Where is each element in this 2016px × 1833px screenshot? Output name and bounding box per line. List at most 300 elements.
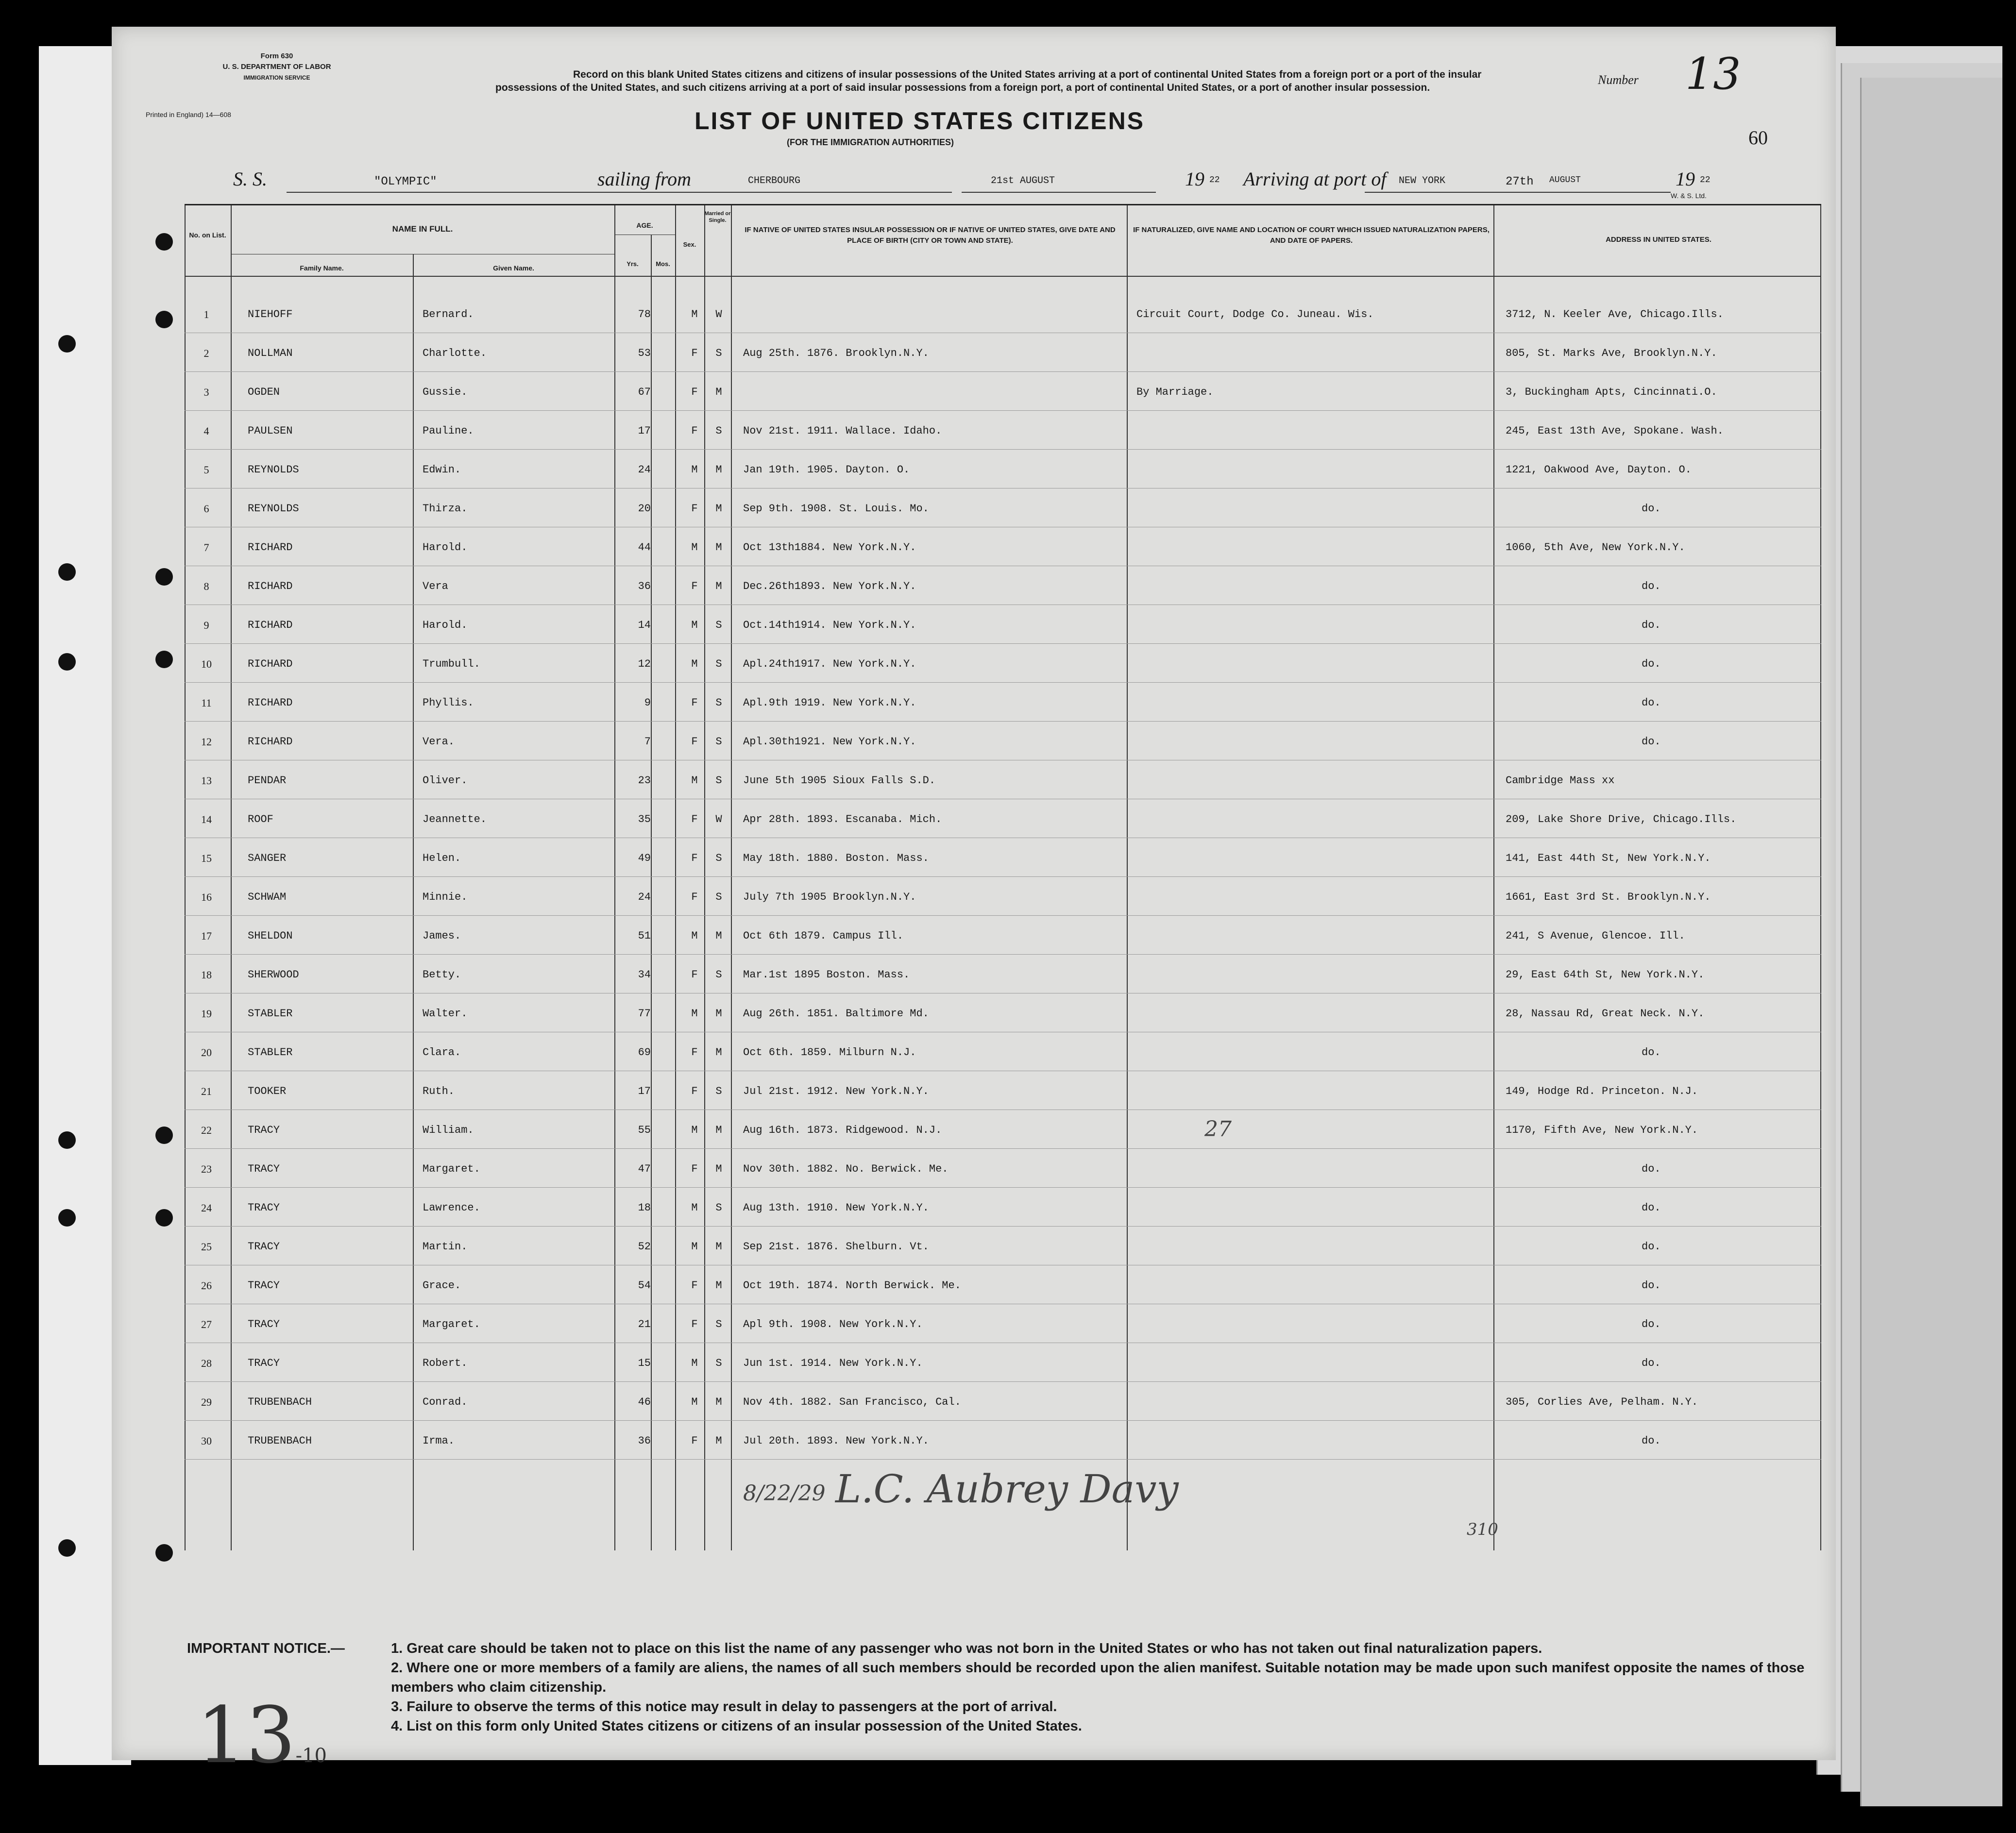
- marital-status: W: [715, 308, 722, 320]
- family-name: RICHARD: [248, 736, 293, 748]
- printed-note: Printed in England) 14—608: [146, 111, 231, 118]
- marital-status: S: [715, 347, 722, 359]
- family-name: STABLER: [248, 1046, 293, 1059]
- address: do.: [1642, 736, 1661, 748]
- marital-status: S: [715, 425, 722, 437]
- table-row: [185, 919, 1821, 958]
- birth-info: Aug 26th. 1851. Baltimore Md.: [743, 1008, 929, 1020]
- given-name: Conrad.: [423, 1396, 468, 1408]
- table-row: [185, 1152, 1821, 1191]
- table-row: [185, 958, 1821, 997]
- col-header-no: No. on List.: [189, 231, 226, 239]
- punch-hole: [58, 1209, 76, 1227]
- given-name: Lawrence.: [423, 1202, 480, 1214]
- col-header-given: Given Name.: [493, 264, 534, 272]
- birth-info: Sep 21st. 1876. Shelburn. Vt.: [743, 1241, 929, 1253]
- marital-status: M: [715, 1046, 722, 1059]
- age-years: 78: [638, 308, 651, 320]
- table-row: [185, 803, 1821, 841]
- punch-hole: [58, 1131, 76, 1149]
- punch-hole: [155, 311, 173, 328]
- family-name: PAULSEN: [248, 425, 293, 437]
- sex: F: [691, 1085, 698, 1097]
- row-number: 27: [201, 1318, 212, 1330]
- row-number: 25: [201, 1241, 212, 1253]
- address: 29, East 64th St, New York.N.Y.: [1506, 969, 1705, 981]
- age-years: 7: [644, 736, 651, 748]
- marital-status: M: [715, 1279, 722, 1292]
- corner-number: [197, 1690, 327, 1781]
- marital-status: M: [715, 580, 722, 592]
- age-years: 77: [638, 1008, 651, 1020]
- age-years: 67: [638, 386, 651, 398]
- row-number: 9: [203, 619, 209, 631]
- age-years: 55: [638, 1124, 651, 1136]
- col-header-sex: Sex.: [683, 241, 696, 248]
- marital-status: S: [715, 1085, 722, 1097]
- given-name: Robert.: [423, 1357, 468, 1369]
- family-name: ROOF: [248, 813, 273, 825]
- row-rule: [185, 954, 1821, 955]
- marital-status: M: [715, 1163, 722, 1175]
- sex: M: [691, 541, 698, 554]
- family-name: TRACY: [248, 1163, 280, 1175]
- notice-item: 3. Failure to observe the terms of this notice may result in delay to passengers at the port of arrival.: [391, 1699, 1057, 1715]
- given-name: Vera: [423, 580, 448, 592]
- birth-info: July 7th 1905 Brooklyn.N.Y.: [743, 891, 916, 903]
- family-name: REYNOLDS: [248, 503, 299, 515]
- row-number: 23: [201, 1163, 212, 1175]
- row-number: 10: [201, 658, 212, 670]
- punch-hole: [58, 335, 76, 353]
- birth-info: May 18th. 1880. Boston. Mass.: [743, 852, 929, 864]
- family-name: RICHARD: [248, 658, 293, 670]
- birth-info: Jul 20th. 1893. New York.N.Y.: [743, 1435, 929, 1447]
- sex: F: [691, 1279, 698, 1292]
- given-name: Harold.: [423, 619, 468, 631]
- arriving-label: Arriving at port of: [1243, 168, 1387, 190]
- family-name: RICHARD: [248, 619, 293, 631]
- address: do.: [1642, 1318, 1661, 1330]
- marital-status: S: [715, 891, 722, 903]
- sex: M: [691, 930, 698, 942]
- marital-status: M: [715, 1396, 722, 1408]
- birth-info: Apl 9th. 1908. New York.N.Y.: [743, 1318, 923, 1330]
- col-header-naturalized: IF NATURALIZED, GIVE NAME AND LOCATION OF COURT WHICH ISSUED NATURALIZATION PAPERS, AND DATE OF PAPERS.: [1133, 226, 1490, 245]
- marital-status: S: [715, 774, 722, 787]
- punch-hole: [155, 568, 173, 586]
- underline: [287, 192, 762, 193]
- address: 1060, 5th Ave, New York.N.Y.: [1506, 541, 1685, 554]
- punch-hole: [155, 651, 173, 668]
- marital-status: M: [715, 541, 722, 554]
- table-row: [185, 997, 1821, 1036]
- family-name: PENDAR: [248, 774, 287, 787]
- list-number: 13: [1685, 49, 1741, 100]
- birth-info: Aug 25th. 1876. Brooklyn.N.Y.: [743, 347, 929, 359]
- given-name: Clara.: [423, 1046, 461, 1059]
- family-name: SCHWAM: [248, 891, 287, 903]
- age-years: 15: [638, 1357, 651, 1369]
- departure-year: 22: [1209, 175, 1220, 185]
- address: 209, Lake Shore Drive, Chicago.Ills.: [1506, 813, 1737, 825]
- address: do.: [1642, 580, 1661, 592]
- sex: M: [691, 464, 698, 476]
- family-name: TRACY: [248, 1279, 280, 1292]
- family-name: TRACY: [248, 1241, 280, 1253]
- marital-status: M: [715, 1008, 722, 1020]
- family-name: REYNOLDS: [248, 464, 299, 476]
- birth-info: Oct 6th 1879. Campus Ill.: [743, 930, 904, 942]
- naturalization-info: Circuit Court, Dodge Co. Juneau. Wis.: [1136, 308, 1374, 320]
- row-rule: [185, 449, 1821, 450]
- row-rule: [185, 1459, 1821, 1460]
- address: 3712, N. Keeler Ave, Chicago.Ills.: [1506, 308, 1724, 320]
- row-number: 18: [201, 969, 212, 981]
- arrival-day: 27th: [1506, 175, 1534, 188]
- underline: [1365, 192, 1671, 193]
- sex: M: [691, 658, 698, 670]
- given-name: James.: [423, 930, 461, 942]
- arrival-year: 22: [1700, 175, 1711, 185]
- family-name: STABLER: [248, 1008, 293, 1020]
- year-label: 19: [1185, 168, 1204, 190]
- col-header-yrs: Yrs.: [627, 260, 639, 268]
- address: do.: [1642, 619, 1661, 631]
- row-rule: [185, 682, 1821, 683]
- row-number: 7: [203, 541, 209, 554]
- arrival-month: AUGUST: [1549, 175, 1581, 185]
- age-years: 35: [638, 813, 651, 825]
- birth-info: Jul 21st. 1912. New York.N.Y.: [743, 1085, 929, 1097]
- col-header-mos: Mos.: [656, 260, 670, 268]
- birth-info: June 5th 1905 Sioux Falls S.D.: [743, 774, 936, 787]
- page-count-note: 27: [1204, 1117, 1232, 1142]
- table-row: [185, 414, 1821, 453]
- given-name: Walter.: [423, 1008, 468, 1020]
- given-name: Edwin.: [423, 464, 461, 476]
- family-name: SANGER: [248, 852, 287, 864]
- family-name: RICHARD: [248, 580, 293, 592]
- given-name: Harold.: [423, 541, 468, 554]
- sex: M: [691, 1241, 698, 1253]
- printer-mark: W. & S. Ltd.: [1671, 192, 1707, 200]
- row-number: 12: [201, 736, 212, 748]
- marital-status: M: [715, 1435, 722, 1447]
- sex: F: [691, 813, 698, 825]
- marital-status: S: [715, 1318, 722, 1330]
- row-number: 24: [201, 1202, 212, 1214]
- sex: M: [691, 1357, 698, 1369]
- table-row: [185, 764, 1821, 803]
- marital-status: M: [715, 386, 722, 398]
- address: 1170, Fifth Ave, New York.N.Y.: [1506, 1124, 1698, 1136]
- sex: F: [691, 503, 698, 515]
- row-rule: [185, 1226, 1821, 1227]
- birth-info: Aug 13th. 1910. New York.N.Y.: [743, 1202, 929, 1214]
- family-name: TRUBENBACH: [248, 1396, 312, 1408]
- age-years: 44: [638, 541, 651, 554]
- marital-status: S: [715, 852, 722, 864]
- age-years: 47: [638, 1163, 651, 1175]
- underline: [962, 192, 1156, 193]
- address: 1661, East 3rd St. Brooklyn.N.Y.: [1506, 891, 1711, 903]
- age-years: 53: [638, 347, 651, 359]
- marital-status: S: [715, 1357, 722, 1369]
- col-header-name: NAME IN FULL.: [392, 224, 453, 234]
- row-number: 4: [203, 425, 209, 437]
- table-row: [185, 1230, 1821, 1269]
- given-name: Charlotte.: [423, 347, 487, 359]
- departure-port: CHERBOURG: [748, 175, 801, 186]
- birth-info: Nov 30th. 1882. No. Berwick. Me.: [743, 1163, 949, 1175]
- marital-status: M: [715, 1241, 722, 1253]
- age-years: 54: [638, 1279, 651, 1292]
- family-name: SHERWOOD: [248, 969, 299, 981]
- age-years: 17: [638, 1085, 651, 1097]
- department: U. S. DEPARTMENT OF LABOR: [222, 63, 331, 71]
- sex: F: [691, 347, 698, 359]
- sex: F: [691, 697, 698, 709]
- family-name: RICHARD: [248, 541, 293, 554]
- row-rule: [185, 721, 1821, 722]
- row-number: 19: [201, 1008, 212, 1020]
- row-number: 5: [203, 464, 209, 476]
- sex: F: [691, 1046, 698, 1059]
- address: Cambridge Mass xx: [1506, 774, 1615, 787]
- col-header-birth: IF NATIVE OF UNITED STATES INSULAR POSSESSION OR IF NATIVE OF UNITED STATES, GIVE DATE AND PLACE OF BIRTH (CITY OR TOWN AND STATE).: [745, 226, 1116, 245]
- age-years: 69: [638, 1046, 651, 1059]
- age-years: 51: [638, 930, 651, 942]
- sex: M: [691, 774, 698, 787]
- age-years: 17: [638, 425, 651, 437]
- address: 141, East 44th St, New York.N.Y.: [1506, 852, 1711, 864]
- col-header-married: Married or Single.: [704, 211, 731, 223]
- row-number: 29: [201, 1396, 212, 1408]
- row-number: 11: [201, 697, 212, 709]
- given-name: Minnie.: [423, 891, 468, 903]
- manifest-table: [185, 204, 1821, 1550]
- family-name: SHELDON: [248, 930, 293, 942]
- table-row: [185, 647, 1821, 686]
- row-number: 20: [201, 1046, 212, 1059]
- row-rule: [185, 1148, 1821, 1149]
- birth-info: Dec.26th1893. New York.N.Y.: [743, 580, 916, 592]
- row-number: 22: [201, 1124, 212, 1136]
- row-number: 2: [203, 347, 209, 359]
- address: do.: [1642, 658, 1661, 670]
- birth-info: Sep 9th. 1908. St. Louis. Mo.: [743, 503, 929, 515]
- row-number: 16: [201, 891, 212, 903]
- margin-note: 310: [1467, 1520, 1498, 1539]
- birth-info: Nov 4th. 1882. San Francisco, Cal.: [743, 1396, 961, 1408]
- given-name: Grace.: [423, 1279, 461, 1292]
- back-page: [1860, 78, 2002, 1806]
- sex: M: [691, 1008, 698, 1020]
- address: do.: [1642, 1241, 1661, 1253]
- address: 28, Nassau Rd, Great Neck. N.Y.: [1506, 1008, 1705, 1020]
- notice-item: 4. List on this form only United States citizens or citizens of an insular possession of the United States.: [391, 1718, 1082, 1734]
- age-years: 12: [638, 658, 651, 670]
- page-number: 60: [1748, 127, 1768, 149]
- punch-hole: [58, 1539, 76, 1557]
- birth-info: Apl.24th1917. New York.N.Y.: [743, 658, 916, 670]
- underline: [709, 192, 952, 193]
- address: do.: [1642, 1163, 1661, 1175]
- family-name: TRACY: [248, 1124, 280, 1136]
- voyage-line: [233, 168, 1787, 197]
- age-years: 9: [644, 697, 651, 709]
- address: do.: [1642, 1357, 1661, 1369]
- row-rule: [185, 876, 1821, 877]
- birth-info: Apl.30th1921. New York.N.Y.: [743, 736, 916, 748]
- address: 149, Hodge Rd. Princeton. N.J.: [1506, 1085, 1698, 1097]
- birth-info: Jan 19th. 1905. Dayton. O.: [743, 464, 910, 476]
- punch-hole: [58, 563, 76, 581]
- row-number: 15: [201, 852, 212, 864]
- ss-label: S. S.: [233, 168, 267, 190]
- age-years: 49: [638, 852, 651, 864]
- sex: F: [691, 891, 698, 903]
- birth-info: Nov 21st. 1911. Wallace. Idaho.: [743, 425, 942, 437]
- marital-status: S: [715, 969, 722, 981]
- family-name: TRACY: [248, 1357, 280, 1369]
- marital-status: S: [715, 658, 722, 670]
- age-years: 20: [638, 503, 651, 515]
- age-years: 36: [638, 1435, 651, 1447]
- birth-info: Mar.1st 1895 Boston. Mass.: [743, 969, 910, 981]
- birth-info: Oct 13th1884. New York.N.Y.: [743, 541, 916, 554]
- birth-info: Apr 28th. 1893. Escanaba. Mich.: [743, 813, 942, 825]
- birth-info: Aug 16th. 1873. Ridgewood. N.J.: [743, 1124, 942, 1136]
- sailing-from-label: sailing from: [597, 168, 691, 190]
- signature-date: 8/22/29: [743, 1481, 826, 1506]
- table-row: [185, 375, 1821, 414]
- sex: F: [691, 1163, 698, 1175]
- table-row: [185, 492, 1821, 531]
- table-row: [185, 1424, 1821, 1463]
- table-row: [185, 608, 1821, 647]
- table-row: [185, 1269, 1821, 1308]
- form-number: Form 630: [260, 52, 293, 60]
- table-row: [185, 531, 1821, 570]
- punch-hole: [155, 1127, 173, 1144]
- signature: L.C. Aubrey Davy: [835, 1466, 1179, 1512]
- sex: F: [691, 1435, 698, 1447]
- notice-label: IMPORTANT NOTICE.—: [187, 1641, 345, 1656]
- age-years: 34: [638, 969, 651, 981]
- table-row: [185, 298, 1821, 336]
- given-name: Helen.: [423, 852, 461, 864]
- marital-status: S: [715, 697, 722, 709]
- row-number: 8: [203, 580, 209, 592]
- given-name: Margaret.: [423, 1318, 480, 1330]
- marital-status: M: [715, 503, 722, 515]
- row-number: 13: [201, 774, 212, 787]
- marital-status: S: [715, 736, 722, 748]
- naturalization-info: By Marriage.: [1136, 386, 1214, 398]
- row-number: 30: [201, 1435, 212, 1447]
- year-label: 19: [1676, 168, 1695, 190]
- table-row: [185, 570, 1821, 608]
- birth-info: Apl.9th 1919. New York.N.Y.: [743, 697, 916, 709]
- given-name: Betty.: [423, 969, 461, 981]
- sex: F: [691, 425, 698, 437]
- age-years: 23: [638, 774, 651, 787]
- col-header-family: Family Name.: [300, 264, 344, 272]
- table-row: [185, 453, 1821, 492]
- sex: M: [691, 619, 698, 631]
- corner-number-main: 13: [197, 1690, 296, 1781]
- departure-date: 21st AUGUST: [991, 175, 1055, 186]
- sex: F: [691, 1318, 698, 1330]
- family-name: TRACY: [248, 1318, 280, 1330]
- family-name: TOOKER: [248, 1085, 287, 1097]
- family-name: NIEHOFF: [248, 308, 293, 320]
- table-row: [185, 880, 1821, 919]
- page-subtitle: (FOR THE IMMIGRATION AUTHORITIES): [787, 137, 954, 147]
- sex: M: [691, 1202, 698, 1214]
- given-name: Pauline.: [423, 425, 474, 437]
- family-name: OGDEN: [248, 386, 280, 398]
- given-name: Trumbull.: [423, 658, 480, 670]
- row-rule: [185, 915, 1821, 916]
- col-header-address: ADDRESS IN UNITED STATES.: [1606, 235, 1711, 244]
- table-row: [185, 1113, 1821, 1152]
- table-row: [185, 1036, 1821, 1075]
- marital-status: S: [715, 619, 722, 631]
- address: do.: [1642, 1435, 1661, 1447]
- table-row: [185, 841, 1821, 880]
- birth-info: Oct.14th1914. New York.N.Y.: [743, 619, 916, 631]
- age-years: 14: [638, 619, 651, 631]
- sex: F: [691, 969, 698, 981]
- marital-status: S: [715, 1202, 722, 1214]
- marital-status: M: [715, 464, 722, 476]
- table-row: [185, 1075, 1821, 1113]
- given-name: Oliver.: [423, 774, 468, 787]
- given-name: Irma.: [423, 1435, 455, 1447]
- row-number: 28: [201, 1357, 212, 1369]
- sex: F: [691, 386, 698, 398]
- col-header-age: AGE.: [636, 221, 653, 229]
- table-row: [185, 1191, 1821, 1230]
- sex: F: [691, 736, 698, 748]
- row-rule: [185, 643, 1821, 644]
- row-rule: [185, 1187, 1821, 1188]
- given-name: Martin.: [423, 1241, 468, 1253]
- address: do.: [1642, 503, 1661, 515]
- given-name: Phyllis.: [423, 697, 474, 709]
- address: 305, Corlies Ave, Pelham. N.Y.: [1506, 1396, 1698, 1408]
- age-years: 36: [638, 580, 651, 592]
- service: IMMIGRATION SERVICE: [243, 74, 310, 81]
- age-years: 21: [638, 1318, 651, 1330]
- age-years: 46: [638, 1396, 651, 1408]
- address: do.: [1642, 697, 1661, 709]
- notice-item: 2. Where one or more members of a family are aliens, the names of all such members should be recorded upon the alien manifest. Suitable notation may be made upon such manifest opposite the names of those members who claim citizenship.: [391, 1660, 1805, 1695]
- sex: M: [691, 1124, 698, 1136]
- birth-info: Jun 1st. 1914. New York.N.Y.: [743, 1357, 923, 1369]
- address: 241, S Avenue, Glencoe. Ill.: [1506, 930, 1685, 942]
- form-info: [151, 51, 403, 83]
- table-row: [185, 336, 1821, 375]
- age-years: 52: [638, 1241, 651, 1253]
- marital-status: M: [715, 1124, 722, 1136]
- punch-hole: [58, 653, 76, 671]
- age-years: 18: [638, 1202, 651, 1214]
- sex: F: [691, 580, 698, 592]
